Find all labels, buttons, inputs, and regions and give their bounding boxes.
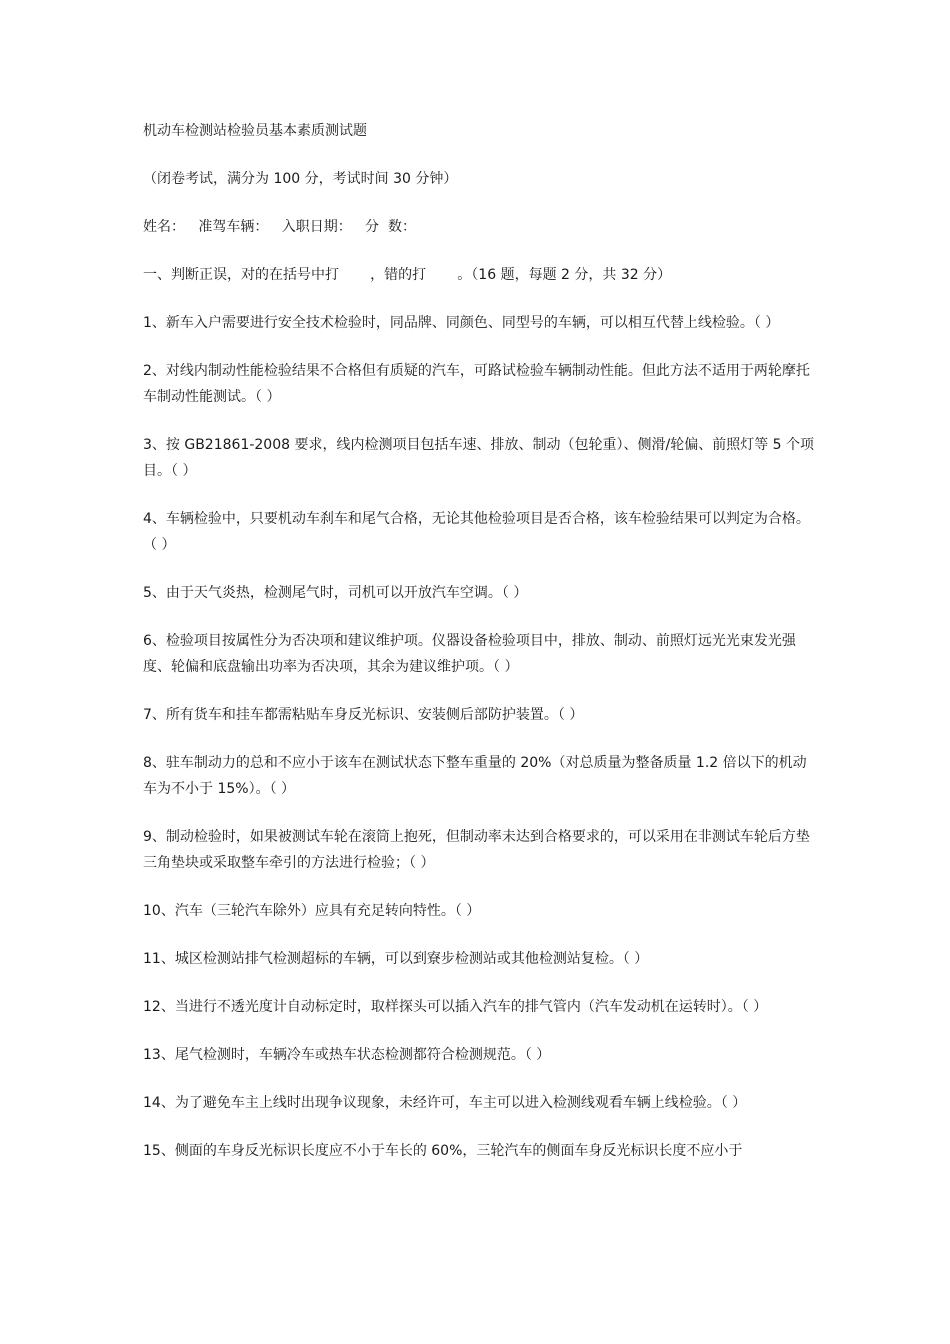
- question-13: 13、尾气检测时，车辆冷车或热车状态检测都符合检测规范。（ ）: [143, 1047, 551, 1063]
- question-8: 8、驻车制动力的总和不应小于该车在测试状态下整车重量的 20%（对总质量为整备质量 1.2 倍以下的机动车为不小于 15%）。（ ）: [143, 755, 807, 797]
- question-3: 3、按 GB21861-2008 要求，线内检测项目包括车速、排放、制动（包轮重）、侧滑/轮偏、前照灯等 5 个项目。（ ）: [143, 437, 814, 479]
- question-14: 14、为了避免车主上线时出现争议现象，未经许可，车主可以进入检测线观看车辆上线检验。（ ）: [143, 1095, 747, 1111]
- question-12: 12、当进行不透光度计自动标定时，取样探头可以插入汽车的排气管内（汽车发动机在运转时）。（ ）: [143, 999, 768, 1015]
- question-9: 9、制动检验时，如果被测试车轮在滚筒上抱死，但制动率未达到合格要求的，可以采用在非测试车轮后方垫三角垫块或采取整车牵引的方法进行检验；（ ）: [143, 829, 810, 871]
- document-body: [143, 118, 815, 1186]
- candidate-info-line: 姓名： 准驾车辆： 入职日期： 分 数：: [143, 219, 416, 235]
- section-heading: 一、判断正误，对的在括号中打 ，错的打 。（16 题，每题 2 分，共 32 分）: [143, 267, 672, 283]
- question-10: 10、汽车（三轮汽车除外）应具有充足转向特性。（ ）: [143, 903, 481, 919]
- question-15: 15、侧面的车身反光标识长度应不小于车长的 60%，三轮汽车的侧面车身反光标识长度不应小于: [143, 1143, 743, 1159]
- question-5: 5、由于天气炎热，检测尾气时，司机可以开放汽车空调。（ ）: [143, 585, 528, 601]
- exam-instructions: （闭卷考试，满分为 100 分，考试时间 30 分钟）: [143, 171, 458, 187]
- question-11: 11、城区检测站排气检测超标的车辆，可以到寮步检测站或其他检测站复检。（ ）: [143, 951, 649, 967]
- question-4: 4、车辆检验中，只要机动车刹车和尾气合格，无论其他检验项目是否合格，该车检验结果可以判定为合格。（ ）: [143, 511, 810, 553]
- question-1: 1、新车入户需要进行安全技术检验时，同品牌、同颜色、同型号的车辆，可以相互代替上线检验。（ ）: [143, 315, 780, 331]
- document-title: 机动车检测站检验员基本素质测试题: [143, 123, 367, 139]
- question-6: 6、检验项目按属性分为否决项和建议维护项。仪器设备检验项目中，排放、制动、前照灯远光光束发光强度、轮偏和底盘输出功率为否决项，其余为建议维护项。（ ）: [143, 633, 796, 675]
- question-2: 2、对线内制动性能检验结果不合格但有质疑的汽车，可路试检验车辆制动性能。但此方法不适用于两轮摩托车制动性能测试。（ ）: [143, 363, 810, 405]
- question-7: 7、所有货车和挂车都需粘贴车身反光标识、安装侧后部防护装置。（ ）: [143, 707, 584, 723]
